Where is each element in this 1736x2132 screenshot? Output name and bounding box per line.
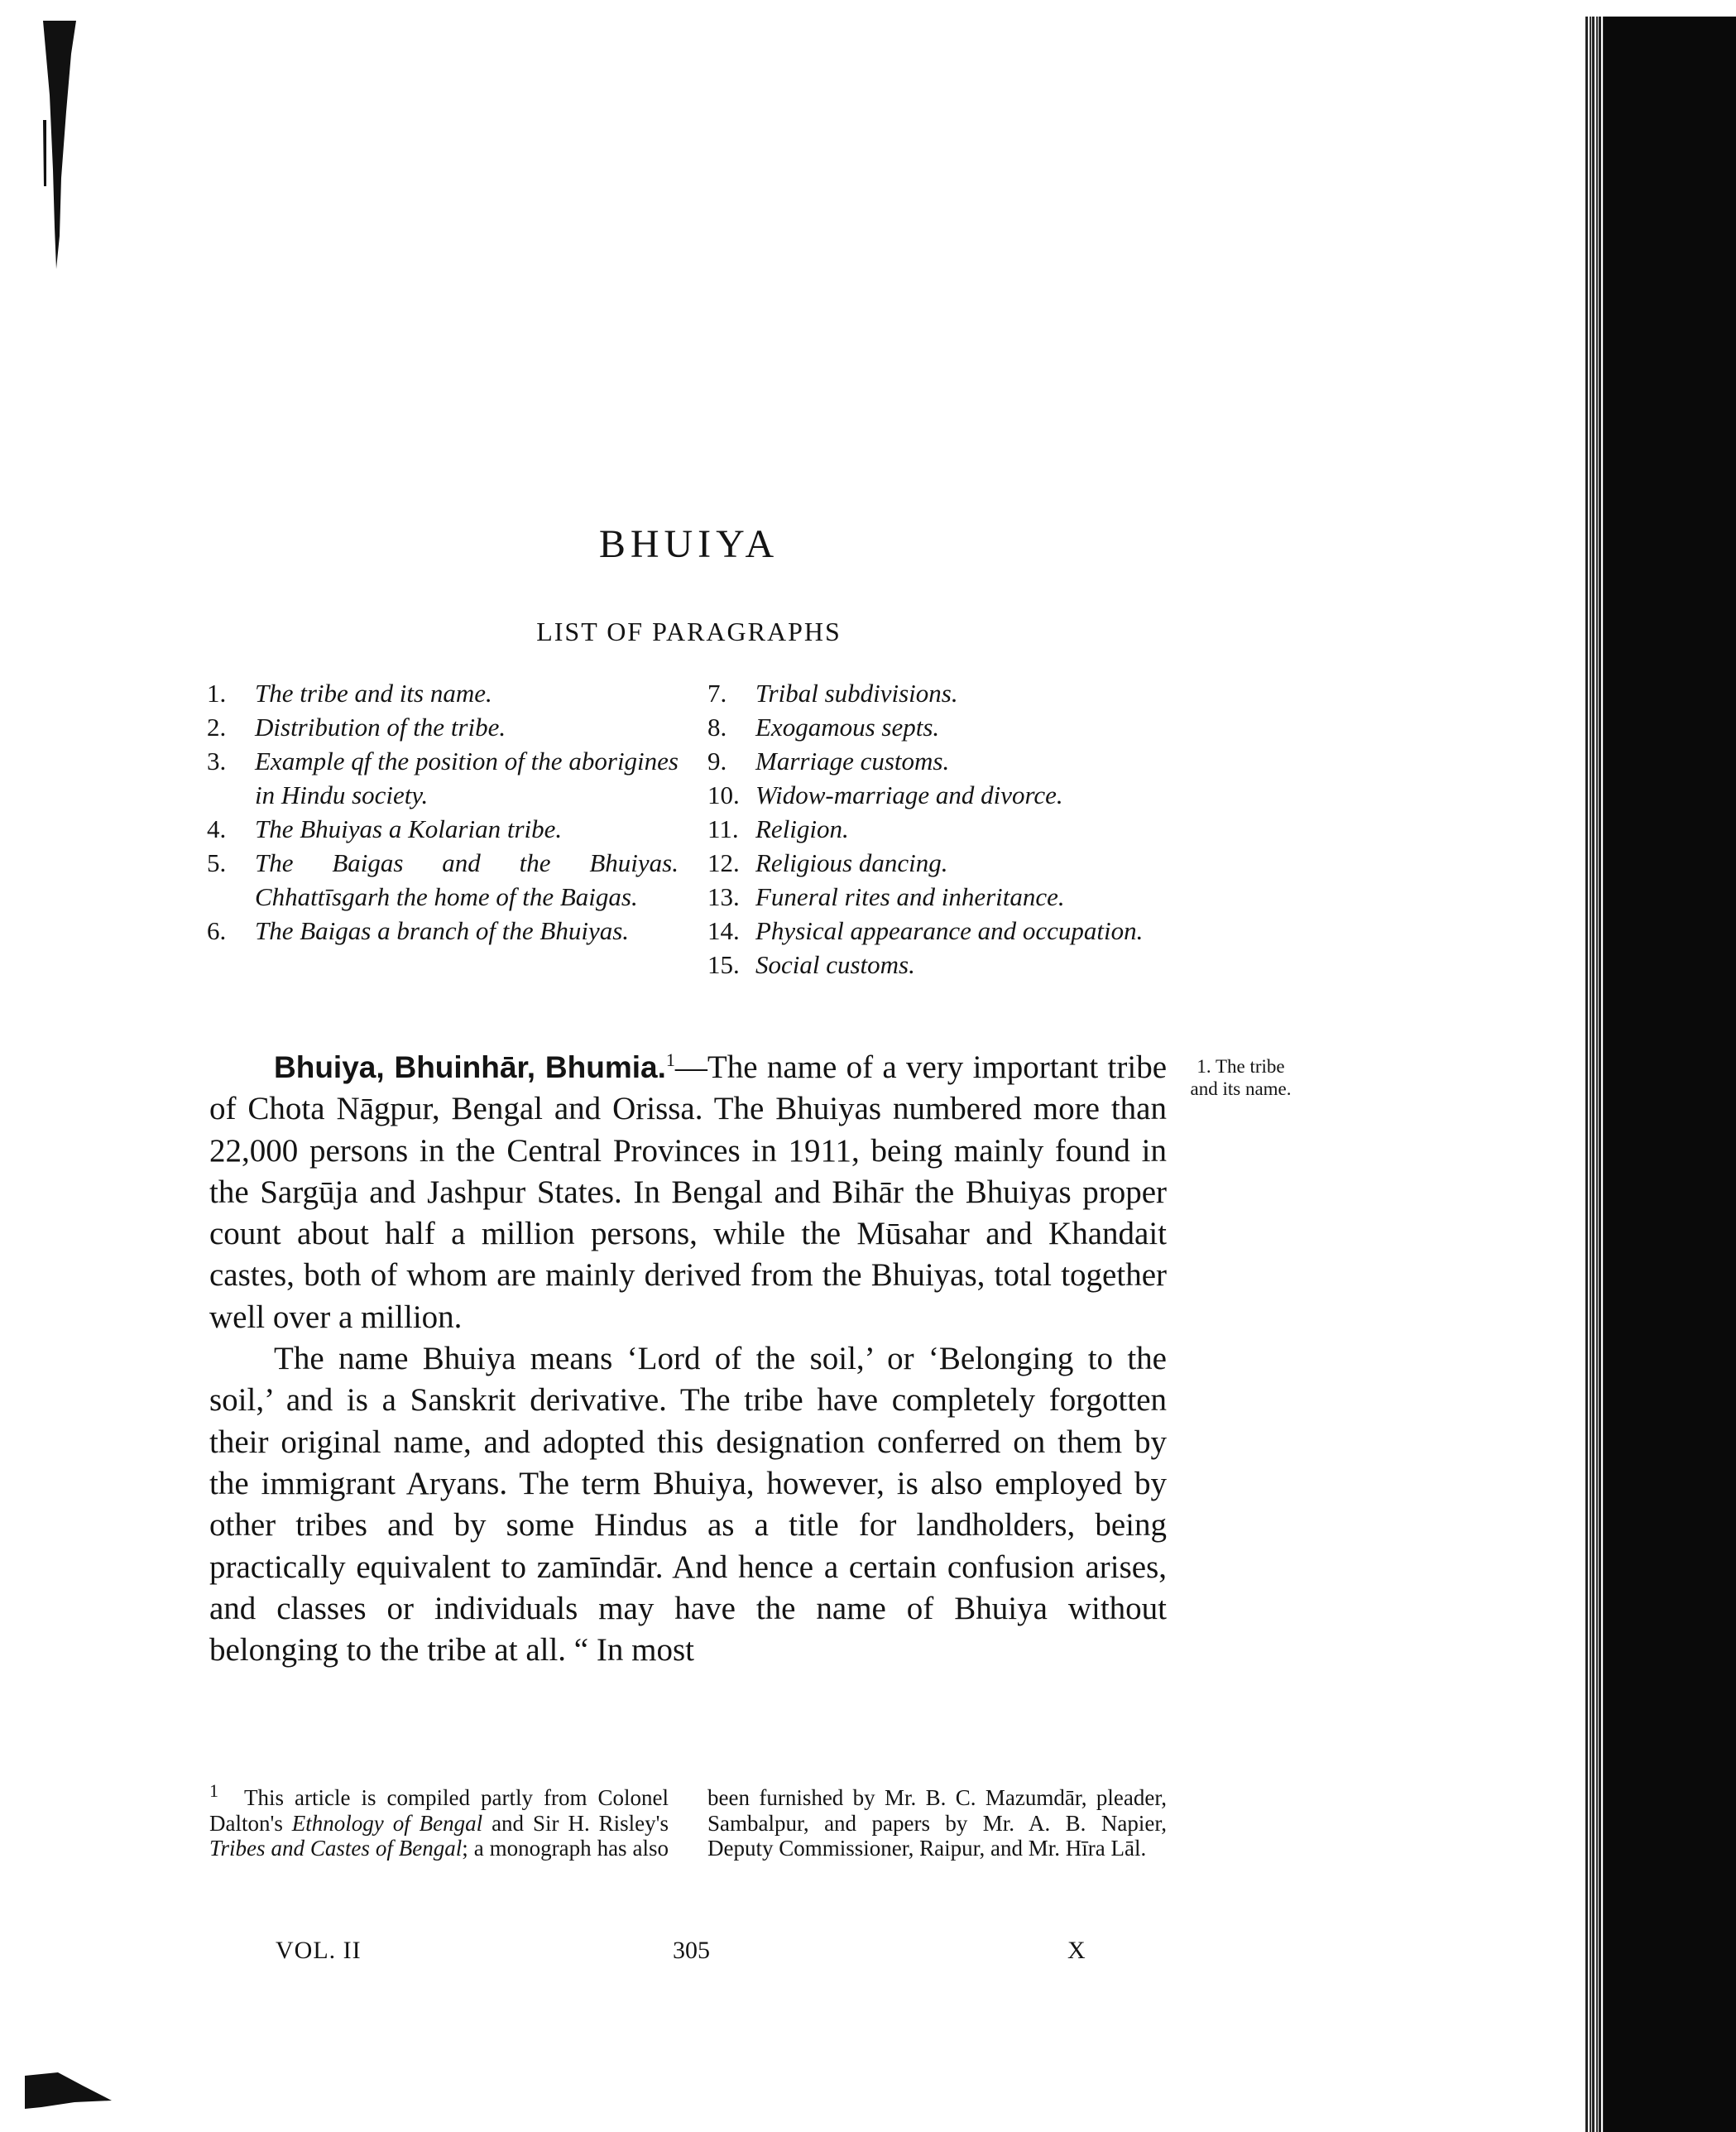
scan-edge-mark-bottom-left (25, 2067, 116, 2117)
footnote-text: This article is compiled partly from Colonel Dalton's (209, 1785, 669, 1836)
item-text: The Baigas a branch of the Bhuiyas. (255, 916, 630, 945)
footnote-text: and Sir H. Risley's (482, 1810, 669, 1836)
item-text: The Baigas and the Bhuiyas. Chhattīsgarh the home of the Baigas. (255, 848, 679, 911)
item-number: 6. (207, 916, 227, 945)
item-text: Funeral rites and inheritance. (755, 882, 1065, 911)
paragraph-1-text: —The name of a very important tribe of Chota Nāgpur, Bengal and Orissa. The Bhuiyas numbered more than 22,000 persons in the Central Provinces in 1911, being mainly found in the Sargūja and Jashpur States. In Bengal and Bihār the Bhuiyas proper count about half a million persons, while the Mūsahar and Khandait castes, both of whom are mainly derived from the Bhuiyas, total together well over a million. (209, 1049, 1167, 1335)
item-text: The Bhuiyas a Kolarian tribe. (255, 814, 563, 843)
footnote-text: ; a monograph has also been furnished by Mr. B. C. Mazumdār, pleader, Sambalpur, and papers by Mr. A. B. Napier, Deputy Commissioner, Raipur, and Mr. Hīra Lāl. (462, 1785, 1167, 1861)
volume-label: VOL. II (276, 1937, 362, 1964)
item-text: Exogamous septs. (755, 713, 940, 742)
item-number: 15. (707, 950, 740, 979)
item-text: Widow-marriage and divorce. (755, 780, 1063, 809)
paragraph-list-right (707, 676, 1175, 982)
book-spine-edge (1585, 17, 1604, 2132)
item-number: 13. (707, 882, 740, 911)
scan-edge-mark-top-left (41, 21, 83, 302)
item-number: 3. (207, 747, 227, 775)
entry-heading: Bhuiya, Bhuinhār, Bhumia. (274, 1050, 666, 1084)
list-item (207, 676, 679, 710)
item-number: 14. (707, 916, 740, 945)
list-item (707, 710, 1175, 744)
list-item (707, 846, 1175, 880)
list-heading: LIST OF PARAGRAPHS (536, 617, 842, 646)
list-item (207, 744, 679, 812)
body-text (209, 1047, 1167, 1671)
list-item (207, 914, 679, 948)
chapter-title: BHUIYA (598, 522, 779, 566)
item-number: 12. (707, 848, 740, 877)
page-number: 305 (673, 1937, 710, 1964)
item-text: Social customs. (755, 950, 915, 979)
item-number: 2. (207, 713, 227, 742)
item-number: 9. (707, 747, 727, 775)
item-number: 1. (207, 679, 227, 708)
paragraph-1 (209, 1047, 1167, 1338)
paragraph-list-left (207, 676, 679, 948)
list-item (707, 812, 1175, 846)
list-item (707, 744, 1175, 778)
list-item (707, 778, 1175, 812)
list-item (707, 676, 1175, 710)
item-number: 5. (207, 848, 227, 877)
item-text: Physical appearance and occupation. (755, 916, 1144, 945)
item-text: Religion. (755, 814, 849, 843)
item-text: Example qf the position of the aborigines in Hindu society. (255, 747, 679, 809)
footnote-title-tribes: Tribes and Castes of Bengal (209, 1836, 463, 1861)
list-item (707, 948, 1175, 982)
item-text: Marriage customs. (755, 747, 950, 775)
list-item (707, 880, 1175, 914)
item-number: 7. (707, 679, 727, 708)
margin-note: 1. The tribe and its name. (1190, 1056, 1292, 1099)
footnote-column-left (209, 1780, 1167, 1889)
footnote-title-ethnology: Ethnology of Bengal (291, 1810, 483, 1836)
list-item (207, 812, 679, 846)
paragraph-2: The name Bhuiya means ‘Lord of the soil,’ or ‘Belonging to the soil,’ and is a Sanskrit derivative. The tribe have completely forgotten their original name, and adopted this designation conferred on them by the immigrant Aryans. The term Bhuiya, however, is also employed by other tribes and by some Hindus as a title for landholders, being practically equivalent to zamīndār. And hence a certain confusion arises, and classes or individuals may have the name of Bhuiya without belonging to the tribe at all. “ In most (209, 1341, 1167, 1669)
footnote-ref: 1 (665, 1049, 675, 1070)
item-number: 10. (707, 780, 740, 809)
item-text: The tribe and its name. (255, 679, 492, 708)
item-number: 11. (707, 814, 739, 843)
item-text: Tribal subdivisions. (755, 679, 958, 708)
list-item (207, 846, 679, 914)
footnote: $^1$ This article is compiled partly from Colonel Dalton's Ethnology of Bengal and Sir H. Risley's Tribes and Castes of Bengal; a monograph has also been furnished by Mr. B. C. Mazumdār, pleader, Sambalpur, and papers by Mr. A. B. Napier, Deputy Commissioner, Raipur, and Mr. Hīra Lāl. (209, 1780, 1167, 1861)
item-text: Religious dancing. (755, 848, 948, 877)
list-item (707, 914, 1175, 948)
book-spine-shadow (1604, 17, 1736, 2132)
item-text: Distribution of the tribe. (255, 713, 506, 742)
item-number: 4. (207, 814, 227, 843)
list-item (207, 710, 679, 744)
signature-mark: X (1067, 1937, 1086, 1964)
item-number: 8. (707, 713, 727, 742)
